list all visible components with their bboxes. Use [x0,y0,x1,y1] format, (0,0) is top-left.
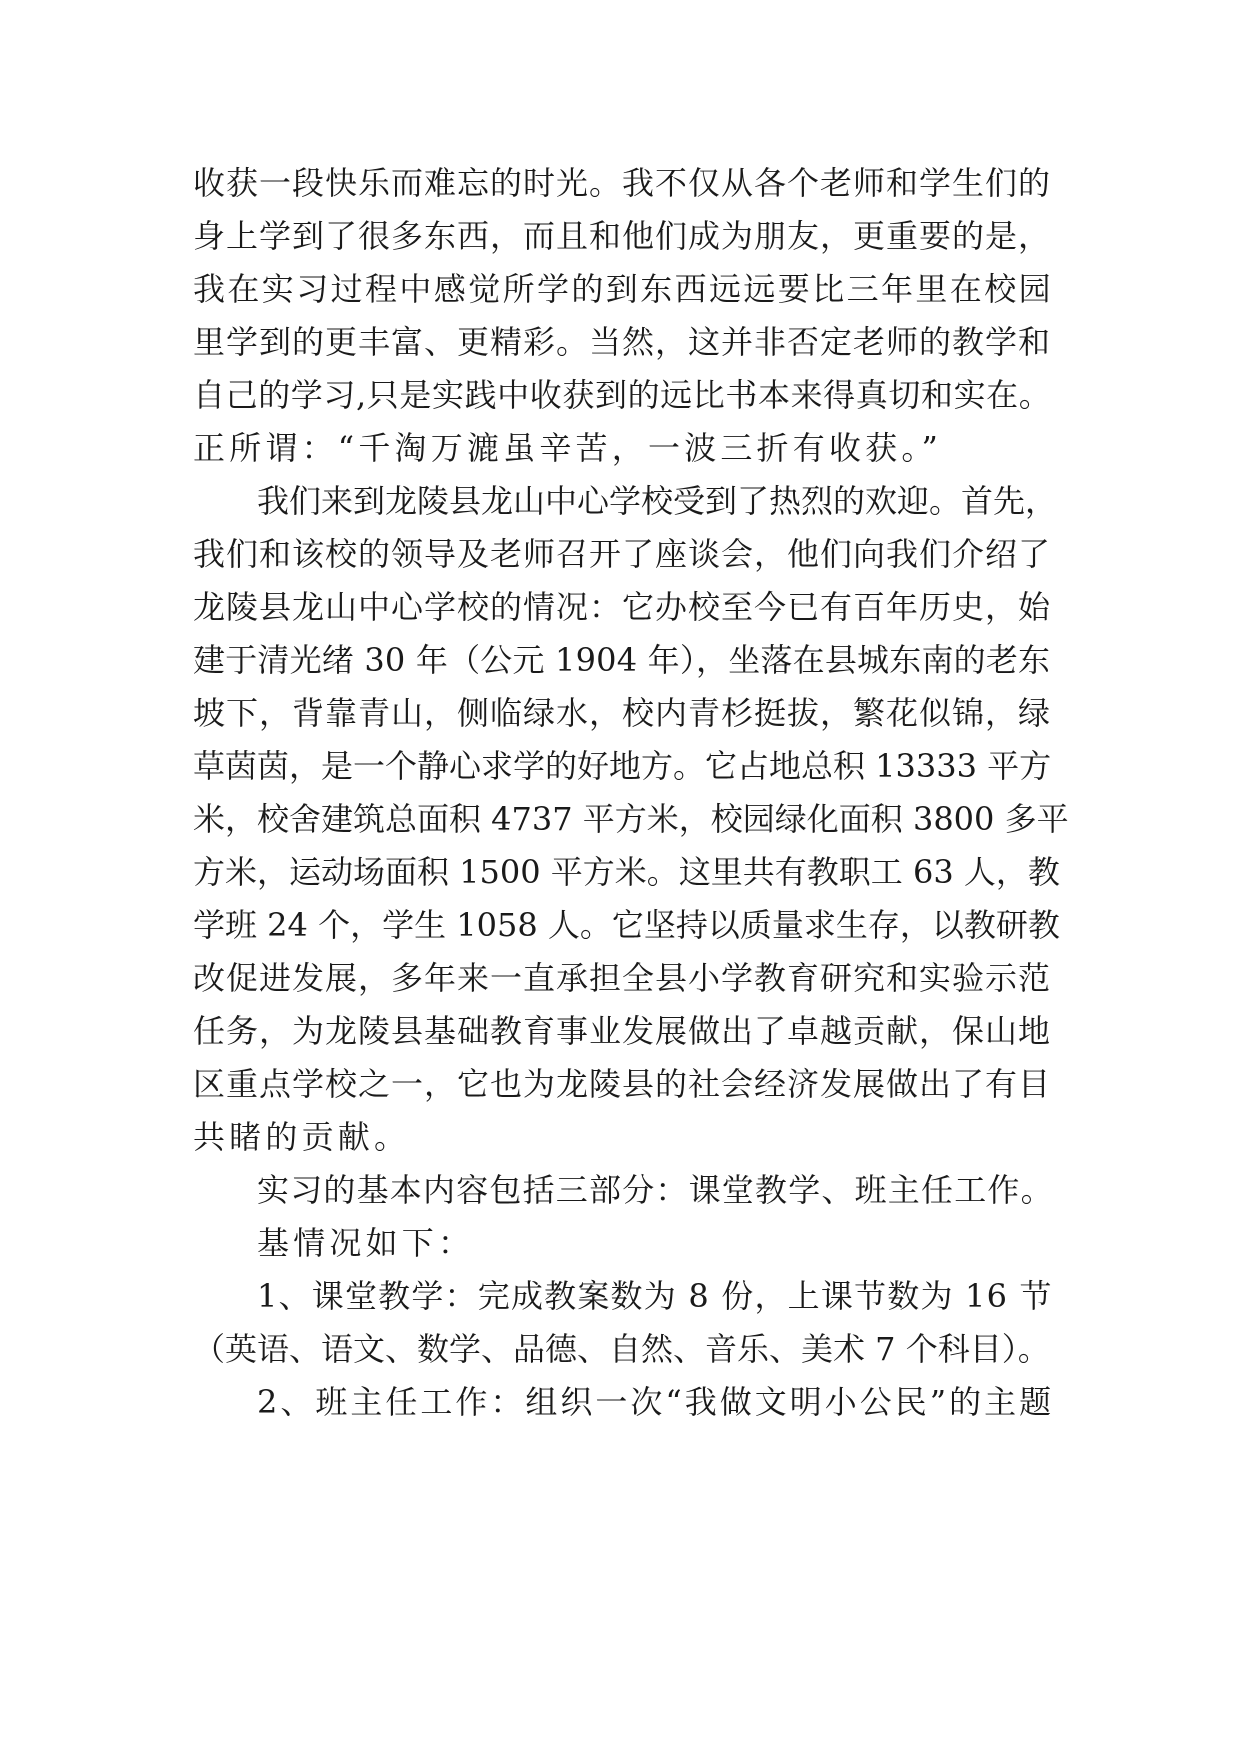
text-line: 任务，为龙陵县基础教育事业发展做出了卓越贡献，保山地 [193,1012,1052,1050]
text-line: 我们和该校的领导及老师召开了座谈会，他们向我们介绍了 [193,535,1052,573]
text-line: 实习的基本内容包括三部分：课堂教学、班主任工作。 [257,1171,1054,1209]
text-line: 我在实习过程中感觉所学的到东西远远要比三年里在校园 [193,270,1054,308]
text-line: 建于清光绪 30 年（公元 1904 年），坐落在县城东南的老东 [193,641,1051,679]
text-line: 改促进发展，多年来一直承担全县小学教育研究和实验示范 [193,959,1052,997]
text-line: 自己的学习,只是实践中收获到的远比书本来得真切和实在。 [193,376,1052,414]
list-item: 2、班主任工作：组织一次“我做文明小公民”的主题 [257,1383,1055,1421]
text-line: 米，校舍建筑总面积 4737 平方米，校园绿化面积 3800 多平 [193,800,1069,838]
list-item: 1、课堂教学：完成教案数为 8 份，上课节数为 16 节 [257,1277,1053,1315]
text-line: 我们来到龙陵县龙山中心学校受到了热烈的欢迎。首先， [257,482,1058,520]
text-line: 区重点学校之一，它也为龙陵县的社会经济发展做出了有目 [193,1065,1052,1103]
text-line: 龙陵县龙山中心学校的情况：它办校至今已有百年历史，始 [193,588,1052,626]
text-line: 基情况如下： [257,1224,475,1262]
text-line: 学班 24 个，学生 1058 人。它坚持以质量求生存，以教研教 [193,906,1060,944]
text-line: 身上学到了很多东西，而且和他们成为朋友，更重要的是， [193,217,1052,255]
text-line: 草茵茵，是一个静心求学的好地方。它占地总积 13333 平方 [193,747,1052,785]
list-item-continuation: （英语、语文、数学、品德、自然、音乐、美术 7 个科目）。 [193,1330,1050,1368]
text-line: 里学到的更丰富、更精彩。当然，这并非否定老师的教学和 [193,323,1052,361]
text-line: 共睹的贡献。 [193,1118,411,1156]
text-line: 坡下，背靠青山，侧临绿水，校内青杉挺拔，繁花似锦，绿 [193,694,1052,732]
text-line: 收获一段快乐而难忘的时光。我不仅从各个老师和学生们的 [193,164,1052,202]
text-line: 方米，运动场面积 1500 平方米。这里共有教职工 63 人，教 [193,853,1060,891]
text-line: 正所谓：“千淘万漉虽辛苦，一波三折有收获。” [193,429,943,467]
